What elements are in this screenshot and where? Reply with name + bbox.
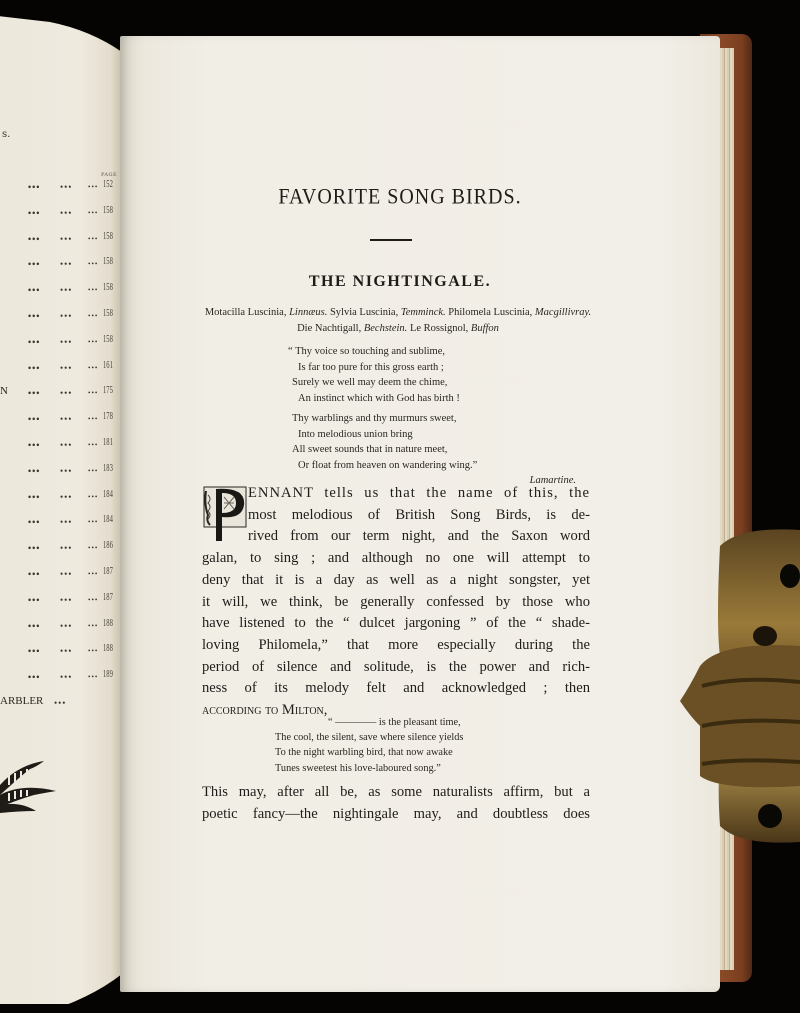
- toc-entry: [0, 257, 118, 273]
- leader-dots: •••: [60, 285, 73, 296]
- leader-dots: •••: [88, 389, 99, 398]
- leader-dots: •••: [60, 543, 73, 554]
- milton-quote: [275, 715, 525, 776]
- leader-dots: •••: [88, 647, 99, 656]
- text-line: deny that it is a day as well as a night songster, yet: [202, 571, 590, 588]
- toc-page-number: 188: [103, 642, 113, 655]
- leader-dots: •••: [60, 182, 73, 192]
- leader-dots: •••: [28, 336, 41, 347]
- leader-dots: •••: [60, 646, 73, 657]
- leader-dots: •••: [88, 595, 99, 604]
- leader-dots: •••: [60, 388, 73, 399]
- poem-line: Is far too pure for this gross earth ;: [298, 361, 444, 373]
- toc-entry: [0, 696, 118, 712]
- leader-dots: •••: [88, 286, 99, 295]
- leader-dots: •••: [28, 594, 41, 605]
- leader-dots: •••: [88, 415, 99, 424]
- leader-dots: •••: [28, 388, 41, 399]
- toc-page-number: 188: [103, 616, 113, 629]
- leader-dots: •••: [88, 621, 99, 630]
- fern-ornament-icon: [0, 755, 60, 815]
- toc-page-number: 183: [103, 461, 113, 474]
- toc-page-number: 175: [103, 384, 113, 397]
- leader-dots: •••: [28, 517, 41, 528]
- toc-page-number: 184: [103, 513, 113, 526]
- leader-dots: •••: [88, 518, 99, 527]
- leader-dots: •••: [88, 544, 99, 553]
- toc-page-number: 184: [103, 487, 113, 500]
- left-page: [0, 14, 122, 1004]
- leader-dots: •••: [54, 698, 67, 708]
- toc-entry: [0, 541, 118, 557]
- leader-dots: •••: [28, 233, 41, 244]
- toc-page-number: 161: [103, 358, 113, 371]
- leader-dots: •••: [88, 260, 99, 269]
- leader-dots: •••: [88, 183, 99, 191]
- leader-dots: •••: [60, 311, 73, 321]
- toc-page-number: 158: [103, 281, 113, 294]
- leader-dots: •••: [60, 362, 73, 373]
- authority-name: Buffon: [470, 323, 499, 334]
- toc-entry: [0, 616, 118, 635]
- leader-dots: •••: [28, 646, 41, 657]
- leader-dots: •••: [88, 673, 99, 682]
- toc-page-number: 187: [103, 590, 113, 603]
- toc-entry: [0, 412, 118, 428]
- authority-name: Temminck.: [400, 307, 446, 318]
- leader-dots: •••: [60, 233, 73, 244]
- leader-dots: •••: [28, 543, 41, 554]
- toc-entry: [0, 309, 118, 325]
- toc-entry: [0, 670, 118, 686]
- paragraph-2: [202, 782, 590, 825]
- toc-entry: [0, 487, 118, 506]
- text-line: loving Philomela,” that more especially during the: [202, 636, 590, 653]
- toc-entry: [0, 590, 118, 609]
- toc-page-number: 189: [103, 668, 113, 681]
- quote-line: “ ———— is the pleasant time,: [328, 717, 461, 728]
- text-line: most melodious of British Song Birds, is de-: [248, 506, 590, 523]
- toc-entry: [0, 386, 118, 402]
- leader-dots: •••: [60, 594, 73, 605]
- toc-entry: [0, 461, 118, 480]
- species-name: Sylvia Luscinia,: [327, 307, 401, 318]
- toc-page-number: 158: [103, 255, 113, 268]
- poem-line: Or float from heaven on wandering wing.”: [298, 459, 478, 471]
- leader-dots: •••: [88, 441, 99, 449]
- leader-dots: •••: [88, 337, 99, 346]
- leader-dots: •••: [88, 363, 99, 372]
- leader-dots: •••: [60, 414, 73, 425]
- species-name: Motacilla Luscinia,: [204, 307, 290, 318]
- leader-dots: •••: [88, 208, 99, 217]
- leader-dots: •••: [60, 491, 73, 502]
- toc-page-number: 158: [103, 307, 113, 319]
- toc-page-number: 178: [103, 410, 113, 423]
- section-title: THE NIGHTINGALE.: [308, 273, 492, 290]
- text-line: ness of its melody felt and acknowledged ; then: [202, 680, 590, 697]
- leader-dots: •••: [28, 311, 41, 321]
- toc-entry: [0, 567, 118, 583]
- leader-dots: •••: [60, 517, 73, 528]
- scientific-names: [203, 305, 593, 337]
- species-name: Die Nachtigall,: [297, 323, 364, 334]
- toc-page-number: 152: [103, 178, 113, 190]
- toc-entry: [0, 283, 118, 299]
- leader-dots: •••: [28, 259, 41, 270]
- toc-page-number: 187: [103, 565, 113, 577]
- text-line: ENNANT tells us that the name of this, the: [248, 485, 590, 501]
- leader-dots: •••: [60, 620, 73, 631]
- toc-page-number: 186: [103, 539, 113, 552]
- poem-line: All sweet sounds that in nature meet,: [292, 444, 448, 455]
- brass-clasp: [680, 526, 800, 846]
- text-line: it will, we think, be generally confessed by those who: [202, 593, 590, 610]
- quote-line: To the night warbling bird, that now awake: [275, 747, 453, 759]
- leader-dots: •••: [28, 362, 41, 373]
- authority-name: Linnæus.: [289, 307, 328, 318]
- species-name: Philomela Luscinia,: [445, 307, 535, 318]
- leader-dots: •••: [88, 234, 99, 243]
- leader-dots: •••: [28, 414, 41, 425]
- chapter-title: FAVORITE SONG BIRDS.: [278, 184, 522, 210]
- leader-dots: •••: [88, 466, 99, 475]
- leader-dots: •••: [28, 285, 41, 296]
- poem-attribution: Lamartine.: [529, 475, 576, 486]
- toc-entry: [0, 358, 118, 377]
- authority-name: Bechstein.: [363, 323, 408, 334]
- toc-entry-label: N: [0, 385, 8, 398]
- leader-dots: •••: [28, 465, 41, 476]
- text-line: rived from our term night, and the Saxon word: [248, 528, 590, 545]
- toc-page-number: 181: [103, 436, 113, 448]
- toc-header-fragment: s.: [2, 129, 11, 140]
- leader-dots: •••: [60, 207, 73, 218]
- quote-line: The cool, the silent, save where silence yields: [275, 732, 464, 744]
- leader-dots: •••: [28, 569, 41, 579]
- leader-dots: •••: [88, 570, 99, 578]
- poem-line: Thy warblings and thy murmurs sweet,: [292, 413, 457, 424]
- poem-line: Surely we well may deem the chime,: [292, 377, 448, 388]
- leader-dots: •••: [60, 336, 73, 347]
- toc-page-column-label: PAGE: [101, 172, 118, 178]
- toc-entry: [0, 180, 118, 196]
- toc-entry: [0, 203, 118, 222]
- toc-page-number: 158: [103, 203, 113, 216]
- leader-dots: •••: [28, 182, 41, 192]
- leader-dots: •••: [60, 672, 73, 683]
- toc-page-number: 158: [103, 332, 113, 345]
- leader-dots: •••: [60, 465, 73, 476]
- toc-entry: [0, 332, 118, 351]
- title-divider: [370, 239, 412, 241]
- toc-entry: [0, 644, 118, 660]
- quote-line: Tunes sweetest his love-laboured song.”: [275, 762, 441, 774]
- text-line: according to Milton,: [202, 702, 328, 719]
- text-line: have listened to the “ dulcet jargoning ” of the “ shade-: [202, 615, 590, 632]
- toc-page-number: 158: [103, 229, 113, 242]
- leader-dots: •••: [88, 492, 99, 501]
- toc-entry: [0, 515, 118, 531]
- toc-entry-label: ARBLER: [0, 695, 44, 707]
- leader-dots: •••: [60, 440, 73, 450]
- epigraph-poem: [288, 344, 588, 489]
- text-line: galan, to sing ; and although no one will attempt to: [202, 550, 590, 567]
- text-line: This may, after all be, as some naturalists affirm, but a: [202, 784, 590, 800]
- leader-dots: •••: [60, 569, 73, 579]
- paragraph-1: [202, 483, 590, 722]
- leader-dots: •••: [88, 312, 99, 320]
- poem-line: “ Thy voice so touching and sublime,: [288, 346, 445, 357]
- leader-dots: •••: [60, 259, 73, 270]
- leader-dots: •••: [28, 620, 41, 631]
- leader-dots: •••: [28, 207, 41, 218]
- leader-dots: •••: [28, 491, 41, 502]
- text-line: period of silence and solitude, is the power and rich-: [202, 658, 590, 675]
- toc-entry: [0, 438, 118, 454]
- text-line: poetic fancy—the nightingale may, and doubtless does: [202, 805, 590, 822]
- poem-line: An instinct which with God has birth !: [298, 392, 460, 404]
- authority-name: Macgillivray.: [534, 307, 592, 318]
- species-name: Le Rossignol,: [407, 323, 471, 334]
- toc-entry: [0, 229, 118, 248]
- poem-line: Into melodious union bring: [298, 428, 413, 440]
- leader-dots: •••: [28, 672, 41, 683]
- leader-dots: •••: [28, 440, 41, 450]
